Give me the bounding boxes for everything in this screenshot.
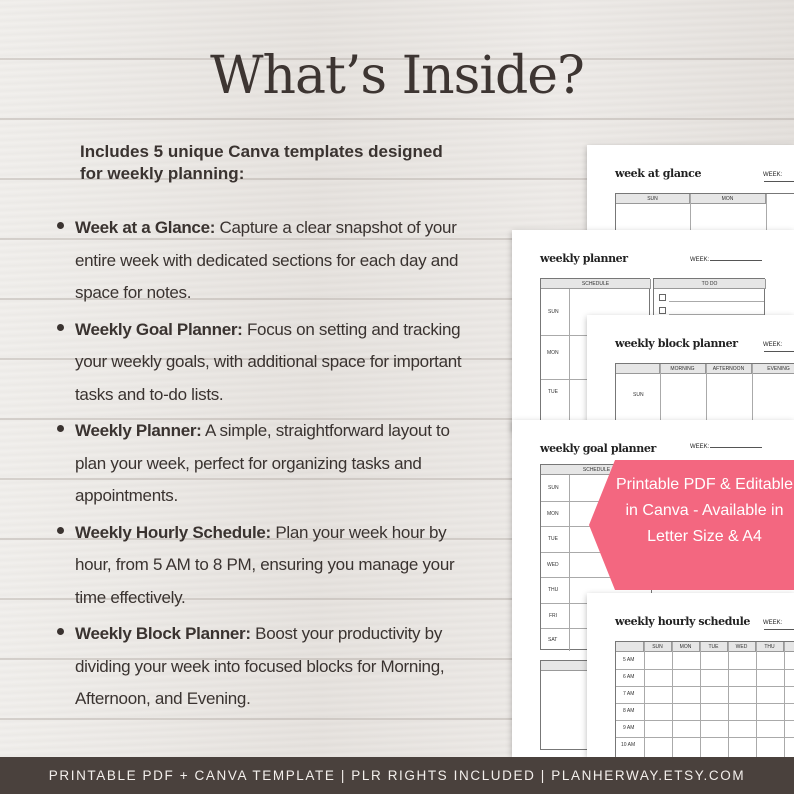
day-header: MON: [690, 194, 766, 204]
day-label: SUN: [548, 485, 559, 491]
day-label: SUN: [633, 392, 644, 398]
bullet-icon: [57, 324, 64, 331]
week-label: WEEK:: [690, 444, 762, 450]
feature-name: Weekly Planner:: [75, 421, 202, 440]
card-title: weekly planner: [540, 252, 628, 265]
day-label: SUN: [548, 309, 559, 315]
day-label: MON: [547, 350, 559, 356]
feature-name: Week at a Glance:: [75, 218, 216, 237]
feature-name: Weekly Block Planner:: [75, 624, 251, 643]
week-label: WEEK:: [763, 342, 794, 354]
bullet-icon: [57, 222, 64, 229]
list-item: [54, 415, 474, 513]
block-header: MORNING: [660, 364, 706, 374]
card-title: weekly goal planner: [540, 442, 656, 455]
week-label: WEEK:: [763, 172, 794, 184]
day-label: TUE: [548, 389, 558, 395]
checkbox-icon: [659, 307, 666, 314]
bullet-icon: [57, 425, 64, 432]
week-label: WEEK:: [763, 620, 794, 632]
card-title: weekly block planner: [615, 337, 738, 350]
day-header: SUN: [644, 642, 672, 652]
hour-label: 5 AM: [623, 657, 635, 663]
block-header: AFTERNOON: [706, 364, 752, 374]
card-title: weekly hourly schedule: [615, 615, 750, 628]
feature-description: Focus on setting and tracking your weekly goals, with additional space for important tasks and to-do lists.: [75, 319, 462, 404]
feature-description: Boost your productivity by dividing your week into focused blocks for Morning, Afternoon, and Evening.: [75, 624, 445, 708]
checkbox-icon: [659, 294, 666, 301]
list-item: [54, 212, 474, 310]
footer-banner: PRINTABLE PDF + CANVA TEMPLATE | PLR RIGHTS INCLUDED | PLANHERWAY.ETSY.COM: [0, 757, 794, 794]
list-item: [54, 314, 474, 412]
schedule-header: SCHEDULE: [541, 465, 653, 475]
todo-header: TO DO: [654, 279, 766, 289]
hour-label: 8 AM: [623, 708, 635, 714]
day-label: SAT: [548, 637, 558, 643]
format-badge-text: Printable PDF & Editable in Canva - Available in Letter Size & A4: [616, 476, 793, 545]
hour-label: 10 AM: [621, 742, 636, 748]
block-header: EVENING: [752, 364, 794, 374]
feature-description: A simple, straightforward layout to plan your week, perfect for organizing tasks and appointments.: [75, 421, 450, 505]
day-label: FRI: [549, 613, 558, 619]
week-label: WEEK:: [690, 257, 762, 263]
hour-label: 9 AM: [623, 725, 635, 731]
day-label: THU: [548, 587, 559, 593]
bullet-icon: [57, 527, 64, 534]
hour-label: 7 AM: [623, 691, 635, 697]
weekly-hourly-schedule-preview: [587, 593, 794, 757]
bullet-icon: [57, 628, 64, 635]
card-title: week at glance: [615, 167, 702, 180]
day-header: THU: [756, 642, 784, 652]
weekly-block-planner-preview: [587, 315, 794, 425]
day-label: WED: [547, 562, 559, 568]
schedule-header: SCHEDULE: [541, 279, 651, 289]
feature-list: [54, 212, 474, 720]
block-grid: [615, 363, 794, 425]
day-header: TUE: [700, 642, 728, 652]
feature-name: Weekly Goal Planner:: [75, 319, 243, 339]
day-header: WED: [728, 642, 756, 652]
feature-description: Plan your week hour by hour, from 5 AM to 8 PM, ensuring you manage your time effectively.: [75, 522, 455, 607]
list-item: [54, 517, 474, 615]
list-item: [54, 618, 474, 716]
day-header: MON: [672, 642, 700, 652]
feature-description: Capture a clear snapshot of your entire week with dedicated sections for each day and space for notes.: [75, 218, 459, 302]
day-label: MON: [547, 511, 559, 517]
hour-label: 6 AM: [623, 674, 635, 680]
hourly-grid: [615, 641, 794, 757]
page-title: What’s Inside?: [210, 46, 584, 106]
day-label: TUE: [548, 536, 558, 542]
feature-name: Weekly Hourly Schedule:: [75, 522, 271, 542]
intro-text: Includes 5 unique Canva templates designed for weekly planning:: [80, 142, 443, 183]
day-header: SUN: [616, 194, 690, 204]
